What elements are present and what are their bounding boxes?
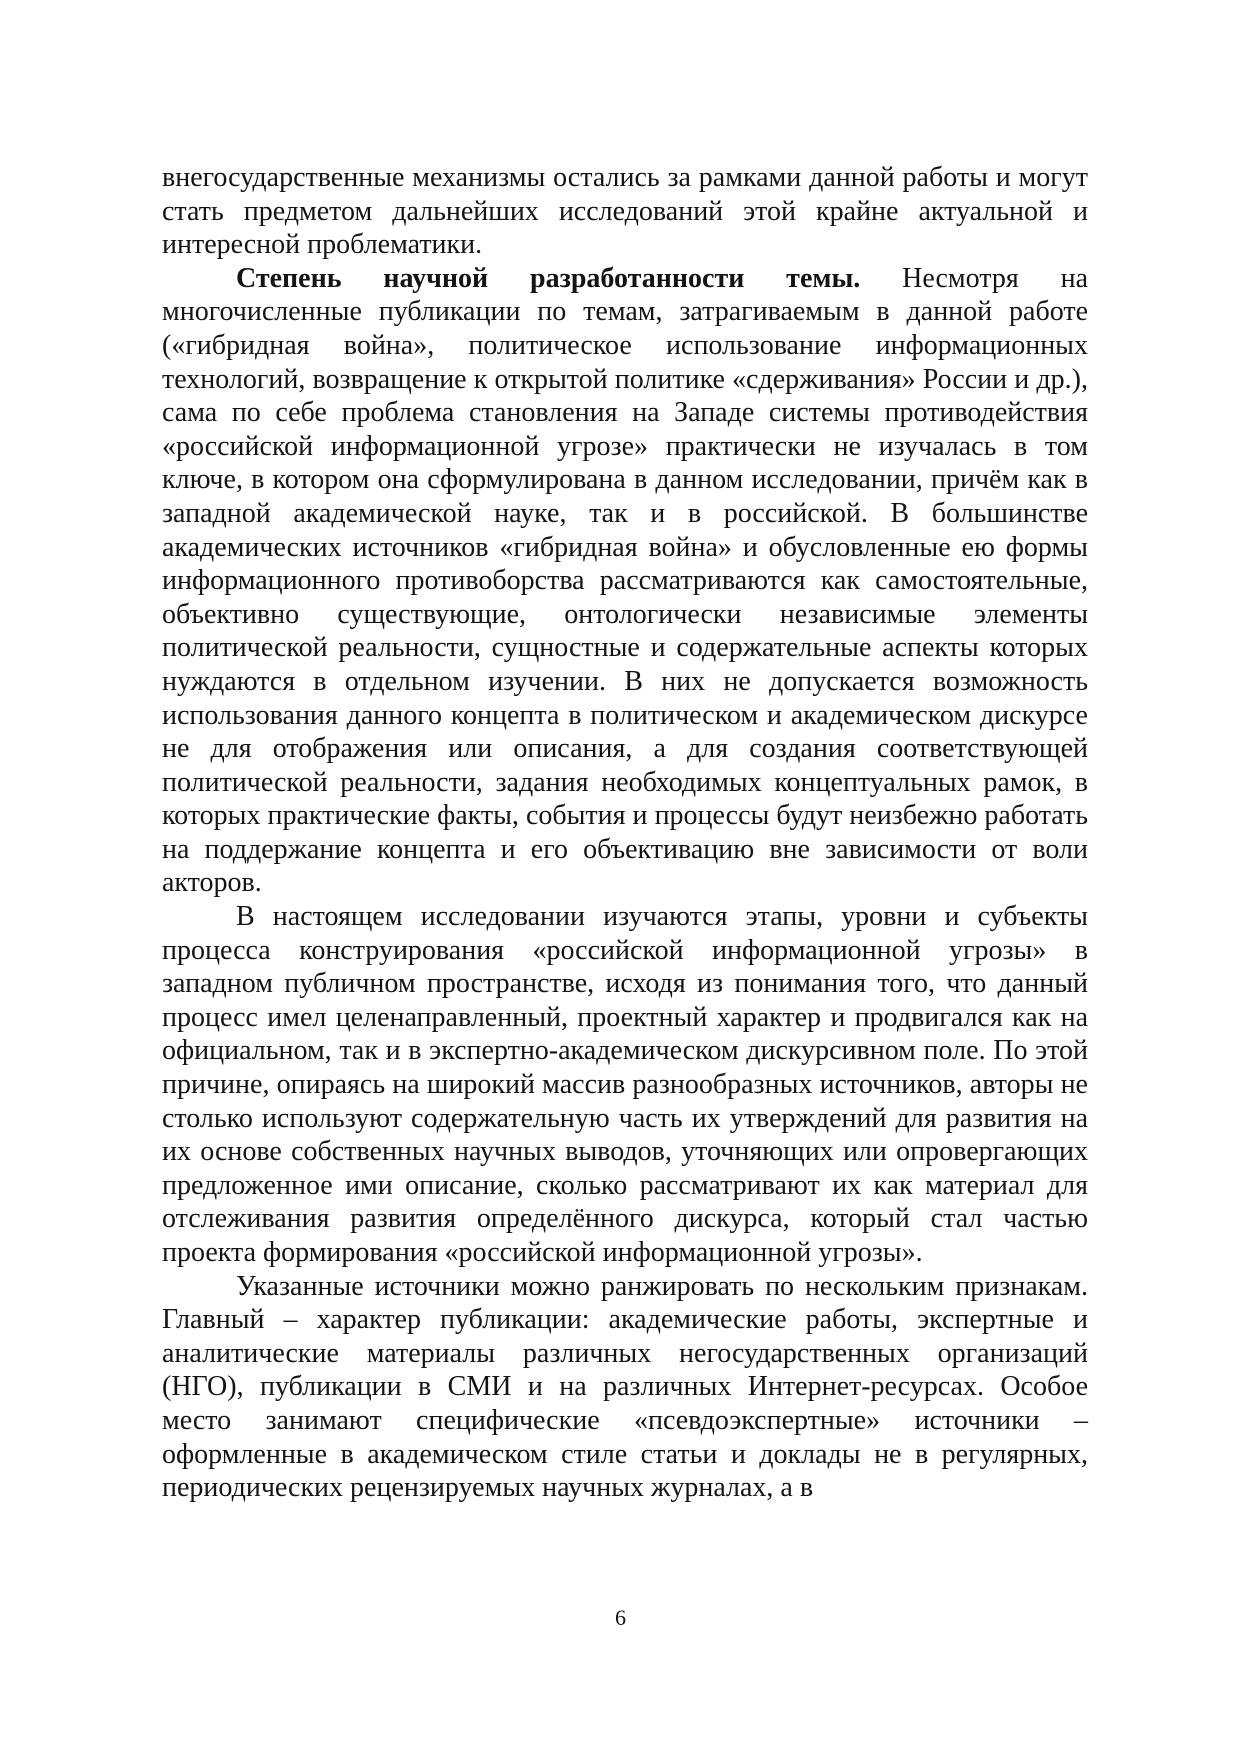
paragraph-4: Указанные источники можно ранжировать по нескольким признакам. Главный – характер публикации: академические работы, экспертные и аналитические материалы различных негосударственных организаций (НГО), публикации в СМИ и на различных Интернет-ресурсах. Особое место занимают специфические «псевдоэкспертные» источники – оформленные в академическом стиле статьи и доклады не в регулярных, периодических рецензируемых научных журналах, а в — [162, 1270, 1088, 1504]
section-heading: Степень научной разработанности темы. — [236, 262, 861, 294]
body-text — [162, 161, 1088, 1505]
paragraph-2-text: Несмотря на многочисленные публикации по темам, затрагиваемым в данной работе («гибридная война», политическое использование информационных технологий, возвращение к открытой политике «сдерживания» России и др.), сама по себе проблема становления на Западе системы противодействия «российской информационной угрозе» практически не изучалась в том ключе, в котором она сформулирована в данном исследовании, причём как в западной академической науке, так и в российской. В большинстве академических источников «гибридная война» и обусловленные ею формы информационного противоборства рассматриваются как самостоятельные, объективно существующие, онтологически независимые элементы политической реальности, сущностные и содержательные аспекты которых нуждаются в отдельном изучении. В них не допускается возможность использования данного концепта в политическом и академическом дискурсе не для отображения или описания, а для создания соответствующей политической реальности, задания необходимых концептуальных рамок, в которых практические факты, события и процессы будут неизбежно работать на поддержание концепта и его объективацию вне зависимости от воли акторов. — [162, 262, 1089, 899]
page-number: 6 — [615, 1605, 626, 1630]
paragraph-1: внегосударственные механизмы остались за рамками данной работы и могут стать предметом дальнейших исследований этой крайне актуальной и интересной проблематики. — [162, 162, 1088, 261]
paragraph-2 — [162, 262, 1088, 900]
paragraph-3: В настоящем исследовании изучаются этапы, уровни и субъекты процесса конструирования «российской информационной угрозы» в западном публичном пространстве, исходя из понимания того, что данный процесс имел целенаправленный, проектный характер и продвигался как на официальном, так и в экспертно-академическом дискурсивном поле. По этой причине, опираясь на широкий массив разнообразных источников, авторы не столько используют содержательную часть их утверждений для развития на их основе собственных научных выводов, уточняющих или опровергающих предложенное ими описание, сколько рассматривают их как материал для отслеживания развития определённого дискурса, который стал частью проекта формирования «российской информационной угрозы». — [162, 901, 1088, 1268]
